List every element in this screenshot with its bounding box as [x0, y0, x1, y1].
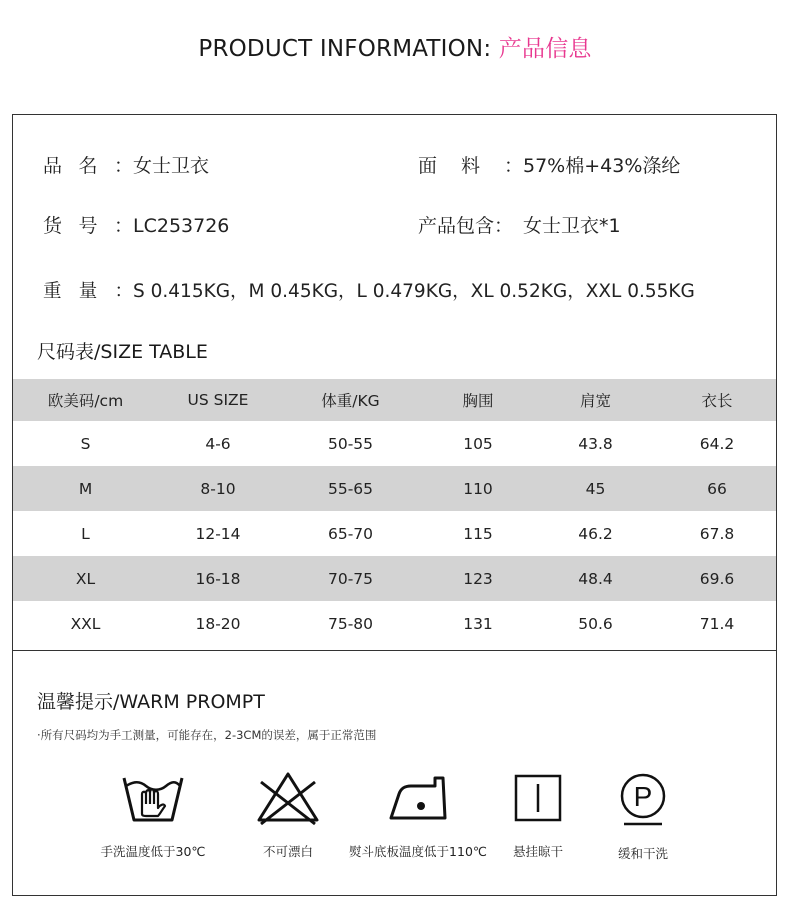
info-package — [418, 211, 621, 238]
info-name — [43, 151, 209, 178]
warm-prompt-title: 温馨提示/WARM PROMPT — [37, 691, 265, 713]
table-cell: L — [81, 524, 90, 543]
title-cn: 产品信息 — [498, 36, 592, 62]
header-cell: US SIZE — [158, 379, 278, 421]
info-weight — [43, 277, 695, 303]
table-cell: 43.8 — [578, 434, 613, 453]
table-cell: 45 — [533, 466, 658, 511]
fabric-value: 57%棉+43%涤纶 — [523, 155, 681, 177]
size-table-header — [13, 379, 776, 421]
table-cell: 8-10 — [158, 466, 278, 511]
care-item-hang-dry — [498, 770, 578, 860]
table-cell: XL — [13, 556, 158, 601]
section-divider — [13, 650, 776, 651]
header-cell: 衣长 — [658, 379, 776, 421]
table-cell: 65-70 — [327, 524, 374, 543]
table-cell: 4-6 — [205, 434, 231, 453]
table-cell: 50-55 — [327, 434, 374, 453]
table-cell: 110 — [423, 466, 533, 511]
table-row — [13, 556, 776, 601]
care-label: 悬挂晾干 — [512, 844, 563, 859]
header-cell: 胸围 — [423, 379, 533, 421]
care-item-no-bleach — [233, 770, 343, 860]
table-row — [13, 466, 776, 511]
care-label: 熨斗底板温度低于110℃ — [349, 844, 487, 859]
measurement-note: ·所有尺码均为手工测量，可能存在，2-3CM的误差，属于正常范围 — [37, 728, 377, 742]
svg-text:P: P — [633, 781, 653, 812]
header-cell: 体重/KG — [278, 379, 423, 421]
header-cell: 欧美码/cm — [13, 379, 158, 421]
table-cell: 46.2 — [578, 524, 613, 543]
no-bleach-icon — [255, 770, 321, 826]
package-value: 女士卫衣*1 — [523, 215, 621, 237]
table-cell: 16-18 — [158, 556, 278, 601]
dry-clean-p-icon — [610, 770, 676, 828]
size-table — [13, 379, 776, 646]
table-cell: S — [80, 434, 91, 453]
table-row — [13, 511, 776, 556]
table-cell: 69.6 — [658, 556, 776, 601]
table-row — [13, 601, 776, 646]
weight-label: 重量： — [43, 281, 133, 302]
table-cell: 115 — [463, 524, 493, 543]
care-label: 手洗温度低于30℃ — [100, 844, 206, 859]
table-cell: 67.8 — [699, 524, 735, 543]
care-item-hand-wash — [83, 770, 223, 860]
table-cell: 50.6 — [578, 614, 613, 633]
table-cell: 105 — [463, 434, 493, 453]
care-label: 不可漂白 — [262, 844, 313, 859]
table-cell: 55-65 — [278, 466, 423, 511]
info-fabric — [418, 151, 680, 178]
table-row — [13, 421, 776, 466]
fabric-label: 面料： — [418, 155, 523, 177]
table-cell: 12-14 — [195, 524, 241, 543]
table-cell: 71.4 — [699, 614, 735, 633]
table-cell: 131 — [463, 614, 493, 633]
package-label: 产品包含： — [418, 215, 514, 237]
table-cell: M — [13, 466, 158, 511]
page-title — [0, 30, 790, 63]
care-item-iron — [338, 770, 498, 860]
info-code — [43, 211, 229, 238]
size-table-title: 尺码表/SIZE TABLE — [37, 341, 208, 363]
code-value: LC253726 — [133, 215, 230, 237]
name-value: 女士卫衣 — [133, 155, 210, 177]
care-item-dry-clean — [598, 770, 688, 862]
table-cell: 66 — [658, 466, 776, 511]
name-label: 品名： — [43, 155, 133, 177]
hang-dry-icon — [505, 770, 571, 826]
table-cell: 48.4 — [533, 556, 658, 601]
weight-value: S 0.415KG，M 0.45KG，L 0.479KG，XL 0.52KG，XXL 0.55KG — [133, 281, 695, 302]
product-info-panel — [12, 114, 777, 896]
hand-wash-icon — [120, 770, 186, 826]
table-cell: 64.2 — [699, 434, 735, 453]
table-cell: 75-80 — [327, 614, 374, 633]
table-cell: 123 — [423, 556, 533, 601]
table-cell: XXL — [70, 614, 101, 633]
title-en: PRODUCT INFORMATION: — [198, 36, 492, 62]
care-label: 缓和干洗 — [617, 846, 668, 861]
code-label: 货号： — [43, 215, 133, 237]
iron-icon — [385, 770, 451, 826]
header-cell: 肩宽 — [533, 379, 658, 421]
table-cell: 70-75 — [278, 556, 423, 601]
table-cell: 18-20 — [195, 614, 241, 633]
